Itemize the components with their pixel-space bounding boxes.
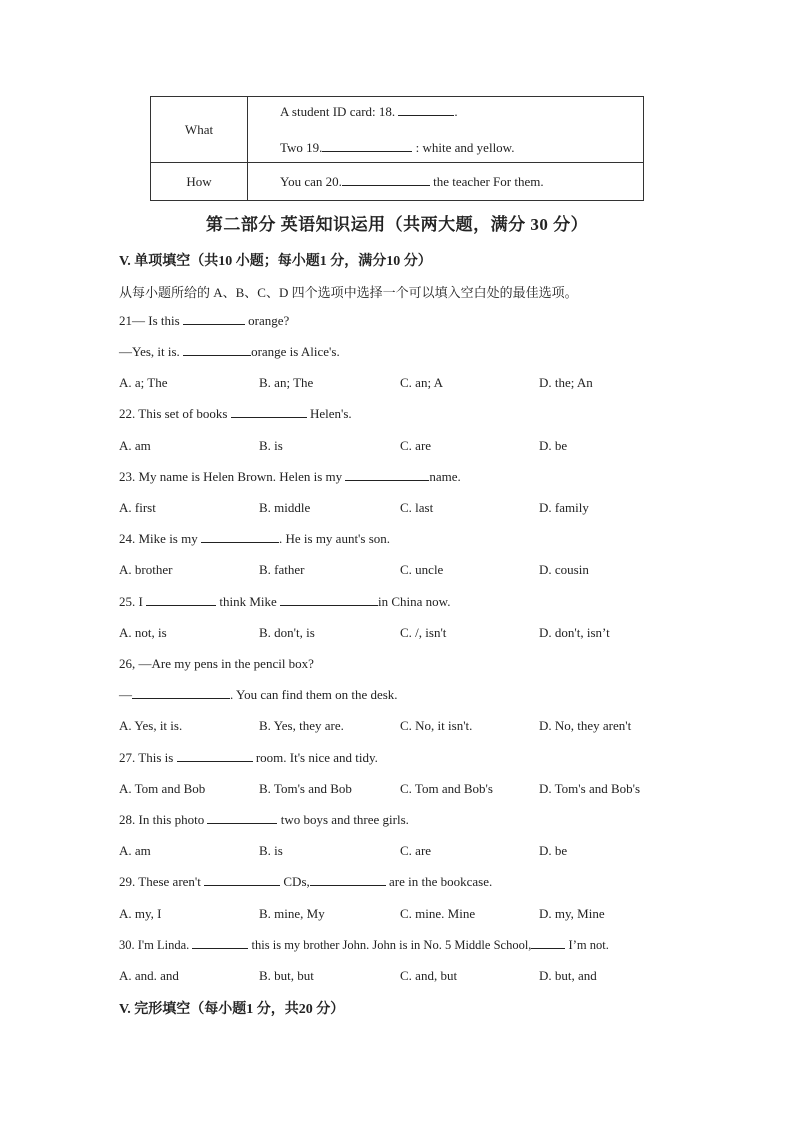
question-28: 28. In this photo two boys and three girls. [119, 812, 409, 827]
blank-20[interactable] [342, 174, 430, 186]
you-can-label: You can 20. [280, 173, 342, 189]
option-b[interactable]: B. an; The [259, 375, 314, 390]
info-table [150, 96, 644, 201]
option-b[interactable]: B. Yes, they are. [259, 718, 344, 733]
answer-blank[interactable] [146, 594, 216, 606]
two-label: Two 19. [280, 139, 323, 155]
option-b[interactable]: B. middle [259, 500, 311, 515]
option-d[interactable]: D. be [539, 438, 568, 453]
option-a[interactable]: A. Yes, it is. [119, 718, 183, 733]
option-c[interactable]: C. No, it isn't. [400, 718, 473, 733]
option-a[interactable]: A. a; The [119, 375, 168, 390]
answer-blank[interactable] [177, 750, 253, 762]
option-b[interactable]: B. don't, is [259, 625, 315, 640]
option-b[interactable]: B. is [259, 843, 283, 858]
table-row-key: How [151, 163, 248, 201]
question-23: 23. My name is Helen Brown. Helen is my name. [119, 469, 461, 484]
option-d[interactable]: D. my, Mine [539, 906, 605, 921]
option-b[interactable]: B. father [259, 562, 305, 577]
question-26-reply: — . You can find them on the desk. [119, 687, 398, 702]
answer-blank[interactable] [204, 874, 280, 886]
answer-blank[interactable] [531, 937, 565, 949]
option-a[interactable]: A. brother [119, 562, 173, 577]
answer-blank[interactable] [310, 874, 386, 886]
answer-blank[interactable] [345, 469, 429, 481]
question-22: 22. This set of books Helen's. [119, 406, 352, 421]
question-26: 26, —Are my pens in the pencil box? [119, 656, 314, 671]
answer-blank[interactable] [192, 937, 248, 949]
option-c[interactable]: C. uncle [400, 562, 444, 577]
option-d[interactable]: D. cousin [539, 562, 589, 577]
option-a[interactable]: A. and. and [119, 968, 179, 983]
option-a[interactable]: A. am [119, 438, 151, 453]
option-d[interactable]: D. don't, isn’t [539, 625, 610, 640]
instruction: 从每小题所给的 A、B、C、D 四个选项中选择一个可以填入空白处的最佳选项。 [119, 285, 578, 300]
teacher-text: the teacher For them. [429, 173, 544, 189]
table-row-value [248, 97, 644, 163]
answer-blank[interactable] [201, 531, 279, 543]
answer-blank[interactable] [207, 812, 277, 824]
option-d[interactable]: D. family [539, 500, 589, 515]
answer-blank[interactable] [183, 313, 245, 325]
table-row-key: What [151, 97, 248, 163]
section-heading: V. 单项填空（共10 小题；每小题1 分，满分10 分） [119, 254, 432, 269]
option-a[interactable]: A. Tom and Bob [119, 781, 206, 796]
period: . [454, 103, 458, 119]
option-c[interactable]: C. mine. Mine [400, 906, 476, 921]
option-b[interactable]: B. but, but [259, 968, 314, 983]
option-c[interactable]: C. /, isn't [400, 625, 447, 640]
question-21-reply: —Yes, it is. orange is Alice's. [119, 344, 340, 359]
option-c[interactable]: C. an; A [400, 375, 443, 390]
section-heading: V. 完形填空（每小题1 分，共20 分） [119, 1002, 345, 1017]
answer-blank[interactable] [132, 687, 230, 699]
option-d[interactable]: D. the; An [539, 375, 593, 390]
option-c[interactable]: C. Tom and Bob's [400, 781, 493, 796]
option-b[interactable]: B. Tom's and Bob [259, 781, 352, 796]
question-21: 21— Is this orange? [119, 313, 290, 328]
blank-19[interactable] [322, 140, 412, 152]
option-d[interactable]: D. Tom's and Bob's [539, 781, 641, 796]
question-30: 30. I'm Linda. this is my brother John. John is in No. 5 Middle School, I’m not. [119, 938, 609, 952]
option-c[interactable]: C. and, but [400, 968, 458, 983]
question-29: 29. These aren't CDs, are in the bookcase. [119, 874, 493, 889]
option-a[interactable]: A. not, is [119, 625, 167, 640]
question-24: 24. Mike is my . He is my aunt's son. [119, 531, 391, 546]
option-d[interactable]: D. No, they aren't [539, 718, 632, 733]
option-d[interactable]: D. but, and [539, 968, 597, 983]
option-b[interactable]: B. mine, My [259, 906, 325, 921]
option-c[interactable]: C. are [400, 843, 432, 858]
option-a[interactable]: A. my, I [119, 906, 162, 921]
id-card-label: A student ID card: 18. [280, 103, 396, 119]
option-a[interactable]: A. first [119, 500, 156, 515]
table-row-value [248, 163, 644, 201]
blank-18[interactable] [398, 104, 454, 116]
question-27: 27. This is room. It's nice and tidy. [119, 750, 378, 765]
answer-blank[interactable] [231, 406, 307, 418]
question-25: 25. I think Mike in China now. [119, 594, 451, 609]
part-title: 第二部分 英语知识运用（共两大题，满分 30 分） [205, 215, 589, 234]
option-c[interactable]: C. last [400, 500, 434, 515]
colors-text: : white and yellow. [412, 139, 515, 155]
answer-blank[interactable] [280, 594, 378, 606]
option-c[interactable]: C. are [400, 438, 432, 453]
answer-blank[interactable] [183, 344, 251, 356]
option-b[interactable]: B. is [259, 438, 283, 453]
option-a[interactable]: A. am [119, 843, 151, 858]
option-d[interactable]: D. be [539, 843, 568, 858]
